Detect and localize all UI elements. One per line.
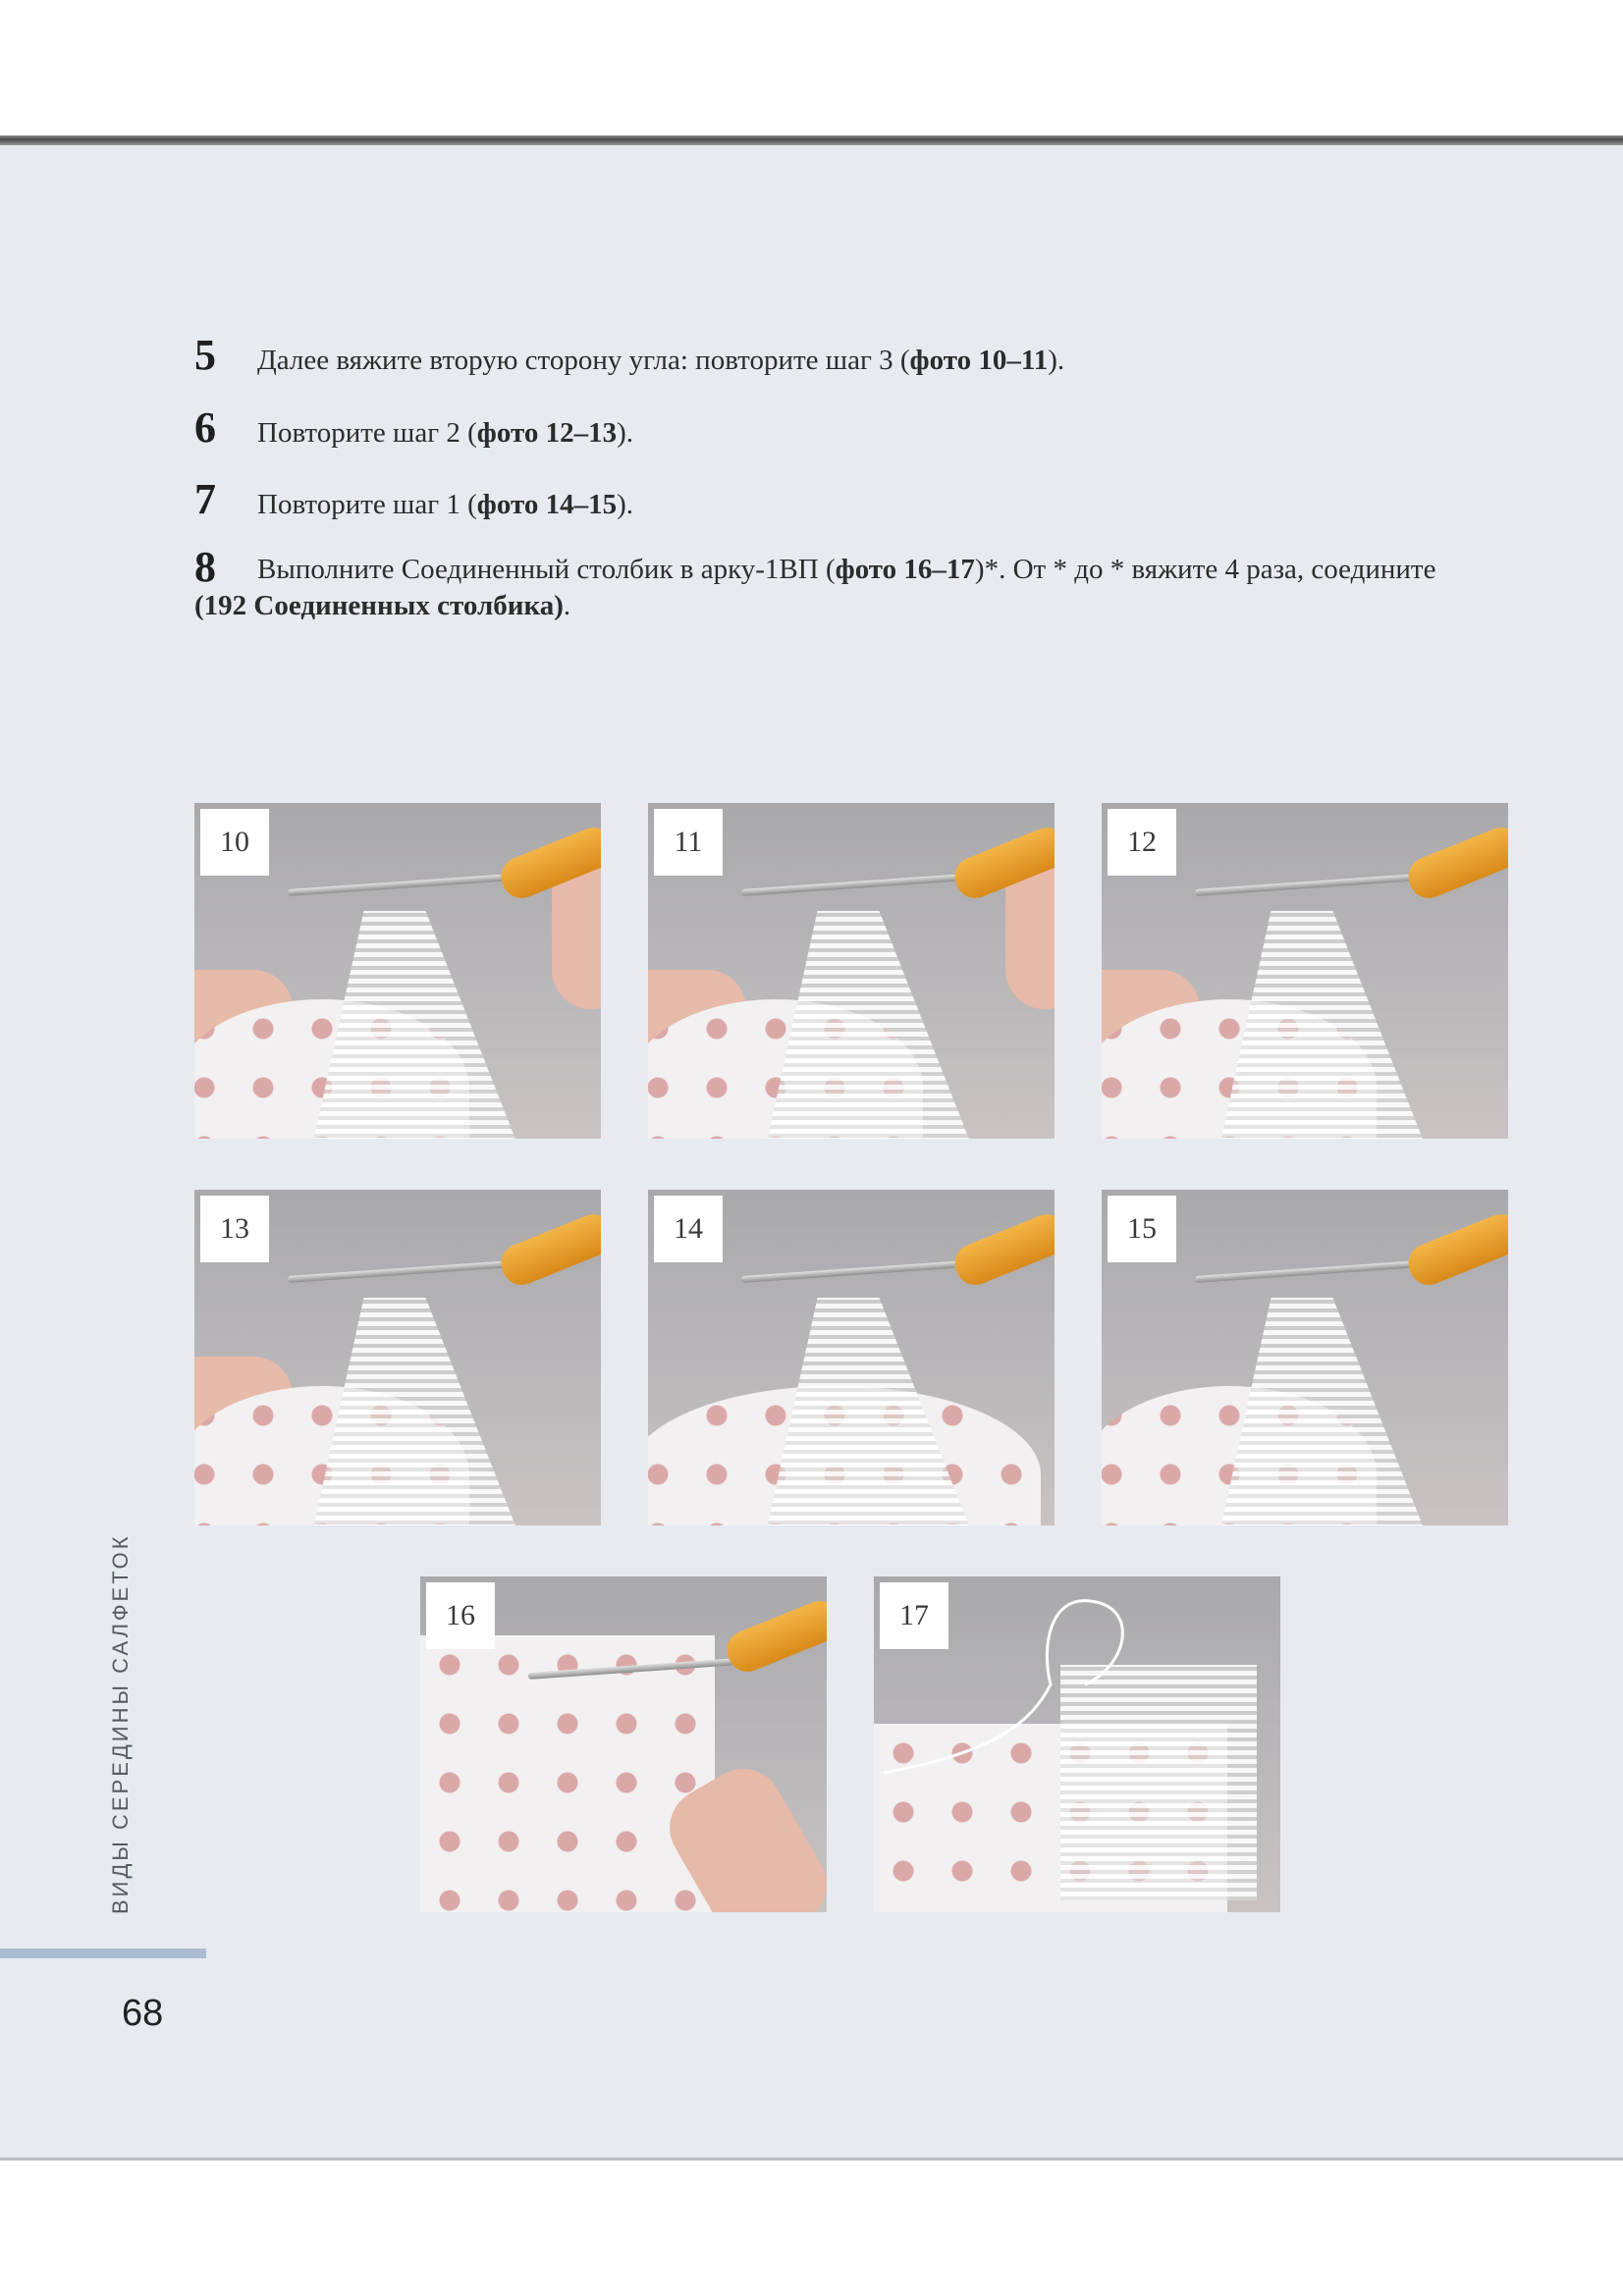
step-8 [194,543,1510,624]
step-number: 5 [194,331,216,379]
hook-handle [496,1208,601,1291]
page-number: 68 [122,1993,164,2034]
hook-handle [949,1208,1055,1291]
lace-fabric [420,1635,715,1912]
side-section-caption: ВИДЫ СЕРЕДИНЫ САЛФЕТОК [108,1533,133,1914]
step-text: Далее вяжите вторую сторону угла: повторите шаг 3 (фото 10–11). [257,345,1065,376]
photo-label: 17 [880,1582,948,1649]
photo-14 [648,1190,1055,1525]
photo-label: 13 [200,1196,269,1262]
step-text: Повторите шаг 1 (фото 14–15). [257,489,633,520]
crochet-fabric [312,911,518,1139]
crochet-fabric [1219,1298,1426,1525]
photo-label: 14 [654,1196,723,1262]
photo-10 [194,803,601,1139]
crochet-fabric [312,1298,518,1525]
crochet-hook [741,1260,972,1283]
photo-16 [420,1576,827,1912]
photo-13 [194,1190,601,1525]
accent-bar [0,1949,206,1958]
hook-handle [1403,1208,1508,1291]
photo-label: 11 [654,809,723,876]
step-5 [194,330,1510,380]
step-number: 8 [194,543,216,591]
crochet-fabric [1219,911,1426,1139]
step-number: 7 [194,475,216,523]
crochet-hook [1195,1260,1426,1283]
crochet-fabric [766,911,972,1139]
step-number: 6 [194,403,216,452]
photo-label: 16 [426,1582,495,1649]
crochet-hook [288,1260,518,1283]
step-text: Выполните Соединенный столбик в арку-1ВП (фото 16–17)*. От * до * вяжите 4 раза, соедините (192 Соединенных столбика). [194,554,1436,621]
photo-label: 15 [1108,1196,1176,1262]
photo-11 [648,803,1055,1139]
photo-label: 10 [200,809,269,876]
photo-15 [1102,1190,1508,1525]
hook-handle [1403,822,1508,904]
top-rule [0,135,1623,145]
photo-label: 12 [1108,809,1176,876]
crochet-hook [1195,874,1426,896]
step-7 [194,474,1510,524]
photo-12 [1102,803,1508,1139]
crochet-hook [741,874,972,896]
photo-17 [874,1576,1280,1912]
hook-handle [722,1595,827,1678]
step-text: Повторите шаг 2 (фото 12–13). [257,417,633,449]
bottom-rule [0,2158,1623,2161]
crochet-hook [288,874,518,896]
step-6 [194,402,1510,453]
